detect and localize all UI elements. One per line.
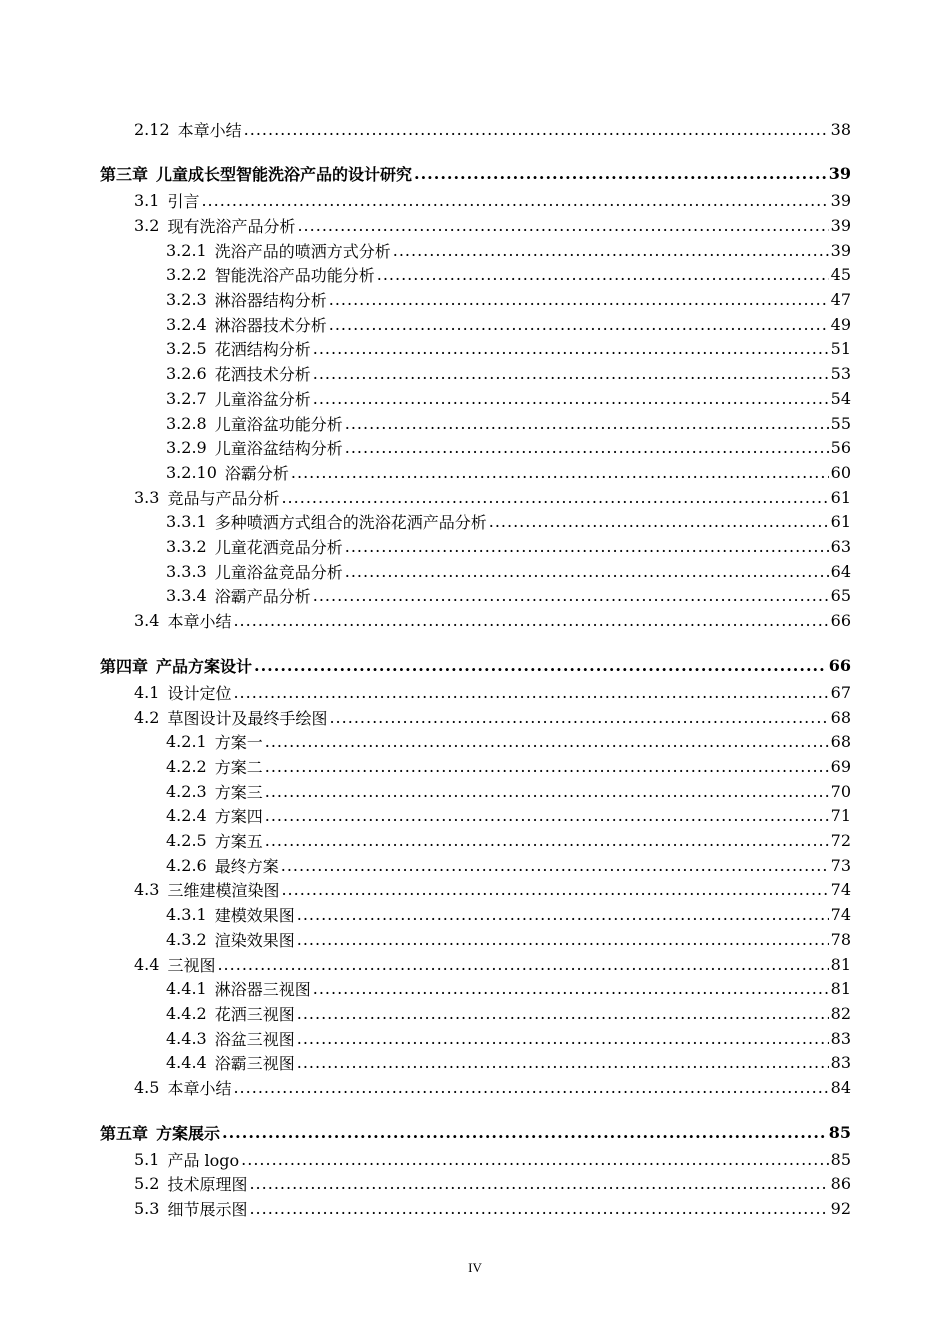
toc-entry-number: 3.2.6	[166, 364, 207, 384]
dot-leader	[201, 191, 828, 210]
toc-entry-title: 儿童成长型智能洗浴产品的设计研究	[156, 165, 413, 185]
toc-entry-title: 方案二	[214, 757, 263, 777]
toc-entry[interactable]	[100, 436, 851, 460]
dot-leader	[297, 1004, 829, 1023]
toc-entry-number: 4.4.3	[166, 1028, 207, 1048]
dot-leader	[244, 120, 829, 139]
toc-entry-page: 53	[830, 364, 851, 384]
toc-entry[interactable]	[100, 1076, 851, 1100]
toc-entry[interactable]	[100, 927, 851, 951]
toc-entry[interactable]	[100, 1051, 851, 1075]
toc-entry-page: 39	[830, 240, 851, 260]
toc-entry-page: 68	[830, 732, 851, 752]
toc-entry[interactable]	[100, 117, 851, 141]
toc-entry-number: 3.3	[134, 487, 160, 507]
toc-entry-title: 儿童花洒竞品分析	[214, 538, 343, 557]
toc-entry-number: 4.1	[134, 682, 160, 702]
dot-leader	[281, 856, 829, 875]
toc-entry-number: 4.4.4	[166, 1053, 207, 1073]
toc-entry-title: 本章小结	[167, 612, 232, 632]
toc-entry-page: 61	[830, 487, 851, 507]
toc-entry-number: 4.4	[134, 954, 160, 974]
toc-entry-number: 4.2.1	[166, 732, 207, 752]
dot-leader	[265, 732, 829, 751]
toc-entry-page: 83	[830, 1053, 851, 1073]
toc-entry-page: 85	[830, 1149, 851, 1169]
toc-entry[interactable]	[100, 609, 851, 633]
toc-entry-number: 4.2.6	[166, 855, 207, 875]
dot-leader	[313, 364, 829, 383]
toc-entry-number: 3.2.8	[166, 413, 207, 433]
toc-entry[interactable]	[100, 337, 851, 361]
toc-entry-title: 儿童浴盆分析	[214, 389, 311, 409]
toc-entry-number: 5.1	[134, 1149, 160, 1169]
toc-entry-title: 洗浴产品的喷洒方式分析	[214, 241, 391, 261]
toc-entry[interactable]	[100, 804, 851, 828]
toc-entry-page: 64	[830, 561, 851, 581]
dot-leader	[329, 708, 828, 727]
toc-entry-page: 72	[830, 831, 851, 850]
dot-leader	[414, 164, 827, 183]
toc-entry-page: 71	[830, 806, 851, 826]
toc-entry-page: 51	[830, 339, 851, 359]
dot-leader	[377, 265, 829, 284]
toc-entry-page: 66	[828, 655, 851, 675]
toc-entry[interactable]	[100, 1147, 851, 1171]
dot-leader	[233, 611, 828, 630]
toc-entry[interactable]	[100, 213, 851, 237]
toc-entry[interactable]	[100, 1172, 851, 1196]
toc-entry-number: 3.2	[134, 215, 160, 235]
dot-leader	[345, 562, 829, 581]
toc-entry-page: 92	[830, 1199, 851, 1219]
dot-leader	[345, 537, 829, 556]
toc-entry-page: 81	[830, 954, 851, 974]
toc-entry[interactable]	[100, 878, 851, 902]
toc-entry[interactable]	[100, 263, 851, 287]
toc-entry-title: 儿童浴盆功能分析	[214, 414, 343, 434]
toc-entry-page: 67	[830, 682, 851, 702]
toc-entry-title: 方案展示	[156, 1123, 221, 1143]
toc-entry-number: 3.2.5	[166, 339, 207, 359]
toc-entry[interactable]	[100, 853, 851, 877]
toc-entry-page: 83	[830, 1028, 851, 1048]
toc-entry-number: 4.5	[134, 1078, 160, 1097]
toc-entry-title: 淋浴器三视图	[214, 980, 311, 1000]
dot-leader	[265, 757, 829, 776]
toc-entry[interactable]	[100, 829, 851, 853]
toc-entry-title: 方案三	[214, 782, 263, 802]
toc-entry-page: 60	[830, 462, 851, 482]
toc-entry-page: 55	[830, 413, 851, 433]
toc-entry[interactable]	[100, 312, 851, 336]
dot-leader	[313, 979, 829, 998]
toc-entry-title: 草图设计及最终手绘图	[167, 708, 328, 728]
toc-entry[interactable]	[100, 238, 851, 262]
toc-entry-page: 54	[830, 388, 851, 408]
toc-entry-number: 4.3.2	[166, 929, 207, 949]
dot-leader	[281, 488, 828, 507]
dot-leader	[249, 1199, 828, 1218]
toc-entry[interactable]	[100, 754, 851, 778]
toc-entry-number: 4.2.5	[166, 831, 207, 850]
toc-entry-number: 3.4	[134, 611, 160, 631]
toc-chapter-entry[interactable]	[100, 162, 851, 186]
toc-entry[interactable]	[100, 189, 851, 213]
toc-entry-number: 2.12	[134, 119, 170, 139]
toc-entry-number: 3.3.1	[166, 512, 207, 532]
toc-entry[interactable]	[100, 680, 851, 704]
toc-entry-title: 细节展示图	[167, 1200, 248, 1220]
toc-entry[interactable]	[100, 485, 851, 509]
toc-entry-number: 3.1	[134, 191, 160, 211]
toc-entry-page: 86	[830, 1174, 851, 1194]
dot-leader	[297, 1029, 829, 1048]
toc-entry[interactable]	[100, 510, 851, 534]
toc-entry-page: 39	[830, 191, 851, 211]
toc-entry-title: 本章小结	[177, 120, 242, 140]
toc-entry-page: 73	[830, 855, 851, 875]
toc-entry-title: 浴霸三视图	[214, 1054, 295, 1074]
toc-entry-page: 45	[830, 265, 851, 285]
toc-entry-page: 65	[830, 586, 851, 606]
toc-entry-number: 3.2.2	[166, 265, 207, 285]
toc-entry[interactable]	[100, 386, 851, 410]
toc-entry-title: 淋浴器结构分析	[214, 291, 327, 310]
toc-entry-title: 儿童浴盆结构分析	[214, 439, 343, 459]
toc-entry-page: 70	[830, 781, 851, 801]
toc-entry-title: 方案四	[214, 807, 263, 827]
toc-entry-title: 花洒三视图	[214, 1004, 295, 1024]
toc-entry-number: 4.4.2	[166, 1003, 207, 1023]
dot-leader	[233, 1078, 828, 1097]
dot-leader	[313, 389, 829, 408]
toc-entry-title: 引言	[167, 192, 200, 212]
toc-entry-page: 61	[830, 512, 851, 532]
dot-leader	[254, 656, 827, 675]
dot-leader	[249, 1174, 828, 1193]
toc-entry[interactable]	[100, 730, 851, 754]
toc-entry[interactable]	[100, 559, 851, 583]
toc-entry-title: 建模效果图	[214, 906, 295, 926]
toc-entry-number: 3.3.4	[166, 586, 207, 606]
toc-entry-title: 现有洗浴产品分析	[167, 216, 296, 236]
toc-entry-title: 技术原理图	[167, 1175, 248, 1195]
toc-entry-number: 4.2	[134, 707, 160, 727]
toc-entry-page: 49	[830, 314, 851, 334]
dot-leader	[393, 241, 829, 260]
dot-leader	[297, 216, 828, 235]
toc-entry-number: 4.2.2	[166, 756, 207, 776]
toc-entry[interactable]	[100, 1197, 851, 1221]
toc-entry-page: 81	[830, 979, 851, 999]
dot-leader	[217, 955, 828, 974]
toc-entry-title: 产品方案设计	[156, 656, 253, 676]
dot-leader	[233, 683, 828, 702]
page-number: IV	[468, 1260, 482, 1275]
toc-entry-number: 3.2.1	[166, 240, 207, 260]
toc-entry-number: 4.2.3	[166, 781, 207, 801]
dot-leader	[281, 880, 828, 899]
toc-entry[interactable]	[100, 362, 851, 386]
toc-entry-number: 第五章	[100, 1123, 149, 1143]
toc-entry-number: 3.3.2	[166, 537, 207, 556]
toc-entry-number: 4.4.1	[166, 979, 207, 999]
toc-entry-page: 84	[830, 1078, 851, 1097]
toc-entry-number: 3.2.10	[166, 462, 217, 482]
toc-entry[interactable]	[100, 535, 851, 559]
toc-chapter-entry[interactable]	[100, 653, 851, 677]
toc-entry-title: 浴盆三视图	[214, 1029, 295, 1049]
dot-leader	[313, 586, 829, 605]
toc-entry-page: 74	[830, 905, 851, 925]
toc-entry[interactable]	[100, 288, 851, 312]
dot-leader	[489, 512, 829, 531]
toc-entry[interactable]	[100, 1001, 851, 1025]
toc-entry-title: 竞品与产品分析	[167, 488, 280, 508]
toc-entry-page: 39	[830, 215, 851, 235]
toc-entry-page: 38	[830, 119, 851, 139]
toc-entry-title: 最终方案	[214, 856, 279, 876]
toc-entry[interactable]	[100, 705, 851, 729]
dot-leader	[265, 831, 829, 850]
toc-entry-title: 淋浴器技术分析	[214, 315, 327, 335]
toc-entry[interactable]	[100, 952, 851, 976]
toc-entry-title: 三维建模渲染图	[167, 881, 280, 901]
toc-entry-page: 68	[830, 707, 851, 727]
toc-entry-title: 方案五	[214, 832, 263, 851]
toc-entry-number: 4.3.1	[166, 905, 207, 925]
dot-leader	[297, 905, 829, 924]
toc-entry-number: 4.3	[134, 880, 160, 900]
toc-entry[interactable]	[100, 1026, 851, 1050]
dot-leader	[313, 339, 829, 358]
toc-entry-title: 儿童浴盆竞品分析	[214, 562, 343, 582]
toc-entry-title: 方案一	[214, 733, 263, 753]
toc-entry-page: 74	[830, 880, 851, 900]
dot-leader	[297, 930, 829, 949]
toc-entry[interactable]	[100, 977, 851, 1001]
toc-entry[interactable]	[100, 460, 851, 484]
dot-leader	[297, 1053, 829, 1072]
toc-entry-number: 3.2.4	[166, 314, 207, 334]
toc-entry-title: 本章小结	[167, 1079, 232, 1098]
toc-entry-number: 5.2	[134, 1174, 160, 1194]
toc-entry-page: 69	[830, 756, 851, 776]
toc-entry-title: 三视图	[167, 955, 216, 975]
dot-leader	[329, 290, 829, 309]
toc-entry-number: 3.2.9	[166, 438, 207, 458]
toc-entry-page: 63	[830, 537, 851, 556]
toc-entry-number: 3.2.7	[166, 388, 207, 408]
toc-entry-number: 3.3.3	[166, 561, 207, 581]
dot-leader	[241, 1150, 828, 1169]
toc-entry[interactable]	[100, 411, 851, 435]
toc-entry-page: 39	[828, 164, 851, 184]
toc-entry-number: 5.3	[134, 1199, 160, 1219]
toc-entry-title: 智能洗浴产品功能分析	[214, 266, 375, 286]
toc-entry-title: 花洒技术分析	[214, 365, 311, 385]
dot-leader	[291, 463, 829, 482]
toc-entry[interactable]	[100, 584, 851, 608]
toc-entry-number: 第四章	[100, 656, 149, 676]
toc-entry-title: 渲染效果图	[214, 930, 295, 950]
toc-entry-page: 85	[828, 1122, 851, 1142]
toc-entry-title: 设计定位	[167, 683, 232, 703]
dot-leader	[345, 414, 829, 433]
toc-entry-title: 浴霸分析	[224, 463, 289, 483]
toc-entry-title: 浴霸产品分析	[214, 587, 311, 607]
toc-entry-title: 花洒结构分析	[214, 340, 311, 360]
toc-entry-page: 56	[830, 438, 851, 458]
toc-entry-page: 82	[830, 1003, 851, 1023]
toc-entry-number: 4.2.4	[166, 806, 207, 826]
dot-leader	[222, 1123, 827, 1142]
toc-entry-title: 产品 logo	[167, 1150, 240, 1170]
toc-entry-number: 第三章	[100, 165, 149, 185]
toc-entry-page: 66	[830, 611, 851, 631]
toc-entry-number: 3.2.3	[166, 290, 207, 309]
toc-entry[interactable]	[100, 903, 851, 927]
dot-leader	[265, 806, 829, 825]
dot-leader	[265, 782, 829, 801]
toc-entry-title: 多种喷洒方式组合的洗浴花洒产品分析	[214, 513, 487, 533]
toc-entry[interactable]	[100, 779, 851, 803]
toc-entry-page: 47	[830, 290, 851, 309]
dot-leader	[329, 315, 829, 334]
dot-leader	[345, 438, 829, 457]
toc-chapter-entry[interactable]	[100, 1120, 851, 1144]
toc-entry-page: 78	[830, 929, 851, 949]
